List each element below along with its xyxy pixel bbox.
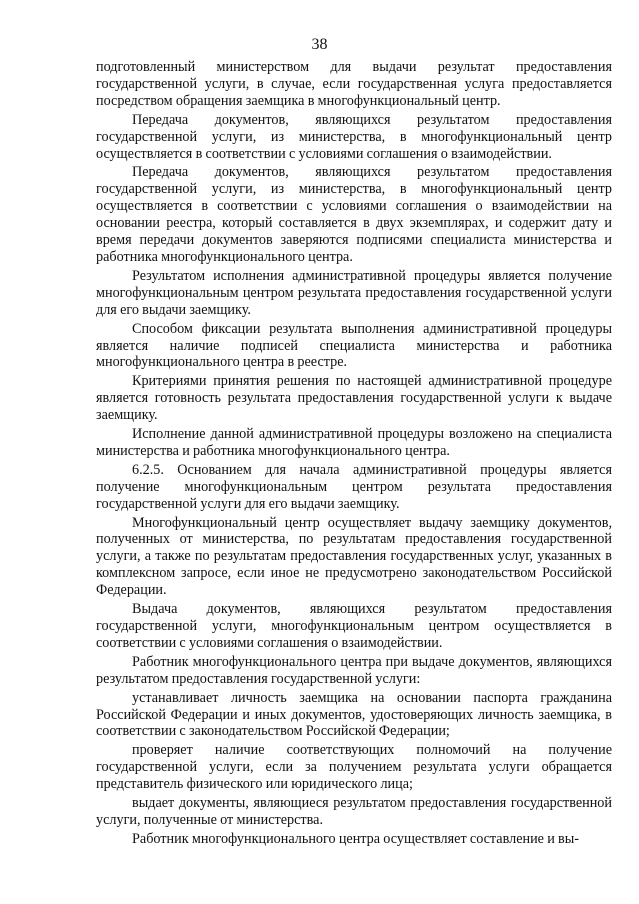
paragraph: Выдача документов, являющихся результатом предоставления государственной услуги, многофункциональным центром осуществляется в соответствии с условиями соглашения о взаимодействии.: [96, 601, 612, 651]
paragraph: подготовленный министерством для выдачи результат предоставления государственной услуги, в случае, если государственная услуга предоставляется посредством обращения заемщика в многофункциональный центр.: [96, 59, 612, 109]
paragraph: Многофункциональный центр осуществляет выдачу заемщику документов, полученных от министерства, по результатам предоставления государственной услуги, а также по результатам предоставления государственных услуг, указанных в комплексном запросе, если иное не предусмотрено законодательством Российской Федерации.: [96, 514, 612, 599]
paragraph: Передача документов, являющихся результатом предоставления государственной услуги, из министерства, в многофункциональный центр осуществляется в соответствии с условиями соглашения о взаимодействии.: [96, 111, 612, 162]
paragraph: Исполнение данной административной процедуры возложено на специалиста министерства и работника многофункционального центра.: [96, 426, 612, 459]
paragraph: Работник многофункционального центра при выдаче документов, являющихся результатом предоставления государственной услуги:: [96, 653, 612, 687]
paragraph: 6.2.5. Основанием для начала административной процедуры является получение многофункциональным центром результата предоставления государственной услуги для его выдачи заемщику.: [96, 461, 612, 512]
paragraph: Работник многофункционального центра осуществляет составление и вы-: [132, 830, 580, 847]
paragraph: устанавливает личность заемщика на основании паспорта гражданина Российской Федерации и иных документов, удостоверяющих личность заемщика, в соответствии с законодательством Российской Федерации;: [96, 689, 612, 740]
paragraph: выдает документы, являющиеся результатом предоставления государственной услуги, полученные от министерства.: [96, 795, 612, 828]
paragraph: проверяет наличие соответствующих полномочий на получение государственной услуги, если за получением результата услуги обращается представитель физического или юридического лица;: [96, 742, 612, 793]
paragraph: Результатом исполнения административной процедуры является получение многофункциональным центром результата предоставления государственной услуги для его выдачи заемщику.: [96, 267, 612, 318]
paragraph: Способом фиксации результата выполнения административной процедуры является наличие подписей специалиста министерства и работника многофункционального центра в реестре.: [96, 320, 612, 371]
paragraph: Критериями принятия решения по настоящей административной процедуре является готовность результата предоставления государственной услуги к выдаче заемщику.: [96, 373, 612, 424]
paragraph: Передача документов, являющихся результатом предоставления государственной услуги, из министерства, в многофункциональный центр осуществляется в соответствии с условиями соглашения о взаимодействии на основании реестра, который составляется в двух экземплярах, и содержит дату и время передачи документов заверяются подписями специалиста министерства и работника многофункционального центра.: [96, 164, 612, 265]
page-number: 38: [311, 36, 328, 53]
body-text: [96, 59, 612, 850]
